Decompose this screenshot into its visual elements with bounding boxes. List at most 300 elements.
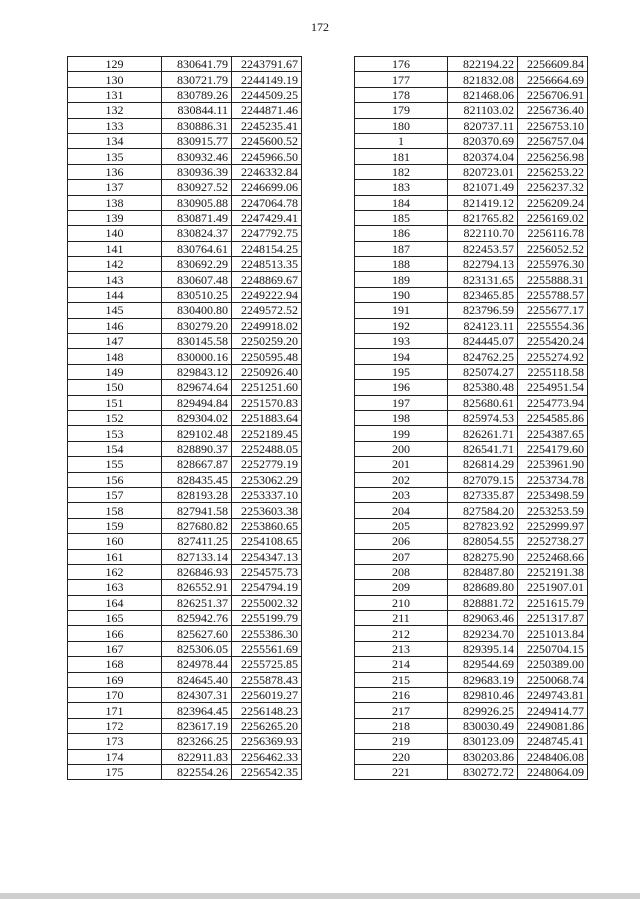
y-coordinate-cell: 2252189.45 [232,426,302,441]
table-row [355,672,588,687]
table-row [355,395,588,410]
table-row [355,534,588,549]
point-number-cell: 154 [68,441,162,456]
y-coordinate-cell: 2251907.01 [518,580,588,595]
y-coordinate-cell: 2256462.33 [232,749,302,764]
y-coordinate-cell: 2247429.41 [232,210,302,225]
table-row [68,749,302,764]
table-row [68,703,302,718]
x-coordinate-cell: 823964.45 [162,703,232,718]
table-row [355,472,588,487]
point-number-cell: 160 [68,534,162,549]
x-coordinate-cell: 827335.87 [448,487,518,502]
point-number-cell: 194 [355,349,448,364]
point-number-cell: 193 [355,334,448,349]
point-number-cell: 132 [68,103,162,118]
x-coordinate-cell: 827584.20 [448,503,518,518]
x-coordinate-cell: 830607.48 [162,272,232,287]
point-number-cell: 185 [355,210,448,225]
y-coordinate-cell: 2255561.69 [232,641,302,656]
point-number-cell: 218 [355,718,448,733]
y-coordinate-cell: 2244149.19 [232,72,302,87]
table-row [68,426,302,441]
y-coordinate-cell: 2252191.38 [518,564,588,579]
y-coordinate-cell: 2253498.59 [518,487,588,502]
point-number-cell: 171 [68,703,162,718]
point-number-cell: 199 [355,426,448,441]
x-coordinate-cell: 825306.05 [162,641,232,656]
table-row [355,72,588,87]
point-number-cell: 144 [68,287,162,302]
y-coordinate-cell: 2253062.29 [232,472,302,487]
x-coordinate-cell: 829304.02 [162,410,232,425]
y-coordinate-cell: 2255677.17 [518,303,588,318]
x-coordinate-cell: 829395.14 [448,641,518,656]
x-coordinate-cell: 821765.82 [448,210,518,225]
x-coordinate-cell: 824762.25 [448,349,518,364]
table-row [355,57,588,72]
point-number-cell: 217 [355,703,448,718]
x-coordinate-cell: 823796.59 [448,303,518,318]
table-row [355,764,588,779]
table-row [68,410,302,425]
table-row [68,564,302,579]
x-coordinate-cell: 826552.91 [162,580,232,595]
table-row [68,395,302,410]
y-coordinate-cell: 2256256.98 [518,149,588,164]
table-row [355,595,588,610]
table-row [355,549,588,564]
coordinates-table-right-body [355,57,588,780]
table-row [355,611,588,626]
x-coordinate-cell: 820370.69 [448,133,518,148]
table-row [68,380,302,395]
y-coordinate-cell: 2252488.05 [232,441,302,456]
bottom-edge [0,893,640,899]
point-number-cell: 149 [68,364,162,379]
point-number-cell: 135 [68,149,162,164]
point-number-cell: 202 [355,472,448,487]
table-row [68,611,302,626]
x-coordinate-cell: 828054.55 [448,534,518,549]
point-number-cell: 170 [68,688,162,703]
x-coordinate-cell: 820374.04 [448,149,518,164]
table-row [355,503,588,518]
x-coordinate-cell: 822110.70 [448,226,518,241]
point-number-cell: 159 [68,518,162,533]
table-row [68,672,302,687]
y-coordinate-cell: 2251570.83 [232,395,302,410]
point-number-cell: 140 [68,226,162,241]
y-coordinate-cell: 2256019.27 [232,688,302,703]
x-coordinate-cell: 827411.25 [162,534,232,549]
table-row [68,641,302,656]
table-row [68,226,302,241]
table-row [355,703,588,718]
x-coordinate-cell: 820737.11 [448,118,518,133]
x-coordinate-cell: 821419.12 [448,195,518,210]
point-number-cell: 172 [68,718,162,733]
point-number-cell: 158 [68,503,162,518]
x-coordinate-cell: 824307.31 [162,688,232,703]
x-coordinate-cell: 826846.93 [162,564,232,579]
x-coordinate-cell: 829544.69 [448,657,518,672]
x-coordinate-cell: 828890.37 [162,441,232,456]
table-row [355,103,588,118]
point-number-cell: 205 [355,518,448,533]
x-coordinate-cell: 822453.57 [448,241,518,256]
y-coordinate-cell: 2244871.46 [232,103,302,118]
x-coordinate-cell: 821832.08 [448,72,518,87]
point-number-cell: 195 [355,364,448,379]
table-row [355,580,588,595]
x-coordinate-cell: 830400.80 [162,303,232,318]
table-row [355,564,588,579]
point-number-cell: 210 [355,595,448,610]
point-number-cell: 206 [355,534,448,549]
point-number-cell: 129 [68,57,162,72]
table-row [355,287,588,302]
x-coordinate-cell: 829843.12 [162,364,232,379]
y-coordinate-cell: 2252468.66 [518,549,588,564]
table-row [68,287,302,302]
point-number-cell: 204 [355,503,448,518]
point-number-cell: 166 [68,626,162,641]
y-coordinate-cell: 2256736.40 [518,103,588,118]
table-row [68,364,302,379]
x-coordinate-cell: 830886.31 [162,118,232,133]
table-row [355,241,588,256]
y-coordinate-cell: 2246699.06 [232,180,302,195]
point-number-cell: 161 [68,549,162,564]
table-row [68,580,302,595]
table-row [68,688,302,703]
x-coordinate-cell: 830030.49 [448,718,518,733]
y-coordinate-cell: 2249743.81 [518,688,588,703]
table-row [355,257,588,272]
point-number-cell: 173 [68,734,162,749]
y-coordinate-cell: 2254347.13 [232,549,302,564]
y-coordinate-cell: 2255002.32 [232,595,302,610]
point-number-cell: 143 [68,272,162,287]
point-number-cell: 216 [355,688,448,703]
x-coordinate-cell: 830927.52 [162,180,232,195]
x-coordinate-cell: 827133.14 [162,549,232,564]
table-row [355,87,588,102]
table-row [355,734,588,749]
y-coordinate-cell: 2255386.30 [232,626,302,641]
page-number: 172 [311,20,329,34]
point-number-cell: 174 [68,749,162,764]
point-number-cell: 133 [68,118,162,133]
y-coordinate-cell: 2245966.50 [232,149,302,164]
x-coordinate-cell: 830641.79 [162,57,232,72]
x-coordinate-cell: 829810.46 [448,688,518,703]
x-coordinate-cell: 829683.19 [448,672,518,687]
table-row [355,426,588,441]
point-number-cell: 131 [68,87,162,102]
point-number-cell: 167 [68,641,162,656]
point-number-cell: 219 [355,734,448,749]
point-number-cell: 211 [355,611,448,626]
point-number-cell: 197 [355,395,448,410]
table-row [68,133,302,148]
x-coordinate-cell: 830871.49 [162,210,232,225]
y-coordinate-cell: 2254951.54 [518,380,588,395]
x-coordinate-cell: 820723.01 [448,164,518,179]
table-row [68,334,302,349]
point-number-cell: 184 [355,195,448,210]
point-number-cell: 134 [68,133,162,148]
table-row [68,72,302,87]
table-row [68,87,302,102]
point-number-cell: 200 [355,441,448,456]
x-coordinate-cell: 830203.86 [448,749,518,764]
x-coordinate-cell: 825942.76 [162,611,232,626]
table-row [68,195,302,210]
table-row [355,380,588,395]
point-number-cell: 152 [68,410,162,425]
y-coordinate-cell: 2252999.97 [518,518,588,533]
table-row [68,472,302,487]
table-row [355,318,588,333]
table-row [68,118,302,133]
x-coordinate-cell: 821468.06 [448,87,518,102]
y-coordinate-cell: 2255788.57 [518,287,588,302]
table-row [68,318,302,333]
y-coordinate-cell: 2256169.02 [518,210,588,225]
x-coordinate-cell: 827079.15 [448,472,518,487]
y-coordinate-cell: 2255118.58 [518,364,588,379]
table-row [68,257,302,272]
x-coordinate-cell: 828193.28 [162,487,232,502]
table-row [355,657,588,672]
x-coordinate-cell: 827680.82 [162,518,232,533]
x-coordinate-cell: 826814.29 [448,457,518,472]
y-coordinate-cell: 2248513.35 [232,257,302,272]
x-coordinate-cell: 824645.40 [162,672,232,687]
table-row [68,241,302,256]
y-coordinate-cell: 2256116.78 [518,226,588,241]
x-coordinate-cell: 830789.26 [162,87,232,102]
x-coordinate-cell: 829674.64 [162,380,232,395]
table-row [355,195,588,210]
point-number-cell: 213 [355,641,448,656]
table-row [68,487,302,502]
table-row [68,103,302,118]
y-coordinate-cell: 2252738.27 [518,534,588,549]
point-number-cell: 148 [68,349,162,364]
x-coordinate-cell: 827941.58 [162,503,232,518]
y-coordinate-cell: 2248869.67 [232,272,302,287]
point-number-cell: 201 [355,457,448,472]
y-coordinate-cell: 2255878.43 [232,672,302,687]
y-coordinate-cell: 2252779.19 [232,457,302,472]
y-coordinate-cell: 2256609.84 [518,57,588,72]
y-coordinate-cell: 2249222.94 [232,287,302,302]
table-row [68,272,302,287]
x-coordinate-cell: 826251.37 [162,595,232,610]
y-coordinate-cell: 2248406.08 [518,749,588,764]
table-row [68,349,302,364]
y-coordinate-cell: 2249918.02 [232,318,302,333]
point-number-cell: 198 [355,410,448,425]
x-coordinate-cell: 828487.80 [448,564,518,579]
table-row [355,210,588,225]
table-row [68,57,302,72]
point-number-cell: 212 [355,626,448,641]
y-coordinate-cell: 2256237.32 [518,180,588,195]
x-coordinate-cell: 830936.39 [162,164,232,179]
table-row [68,149,302,164]
point-number-cell: 138 [68,195,162,210]
x-coordinate-cell: 830764.61 [162,241,232,256]
point-number-cell: 192 [355,318,448,333]
y-coordinate-cell: 2255554.36 [518,318,588,333]
y-coordinate-cell: 2253860.65 [232,518,302,533]
point-number-cell: 178 [355,87,448,102]
coordinates-table-right [354,56,588,780]
table-row [68,534,302,549]
y-coordinate-cell: 2256706.91 [518,87,588,102]
y-coordinate-cell: 2253253.59 [518,503,588,518]
coordinates-table-left [67,56,302,780]
y-coordinate-cell: 2247792.75 [232,226,302,241]
y-coordinate-cell: 2253961.90 [518,457,588,472]
point-number-cell: 145 [68,303,162,318]
table-row [68,303,302,318]
y-coordinate-cell: 2251013.84 [518,626,588,641]
x-coordinate-cell: 824445.07 [448,334,518,349]
y-coordinate-cell: 2256369.93 [232,734,302,749]
table-row [355,118,588,133]
y-coordinate-cell: 2248154.25 [232,241,302,256]
table-row [355,749,588,764]
x-coordinate-cell: 828689.80 [448,580,518,595]
y-coordinate-cell: 2255420.24 [518,334,588,349]
point-number-cell: 220 [355,749,448,764]
x-coordinate-cell: 830844.11 [162,103,232,118]
y-coordinate-cell: 2253734.78 [518,472,588,487]
table-row [68,518,302,533]
point-number-cell: 150 [68,380,162,395]
x-coordinate-cell: 829494.84 [162,395,232,410]
x-coordinate-cell: 829926.25 [448,703,518,718]
table-row [68,734,302,749]
x-coordinate-cell: 821071.49 [448,180,518,195]
table-row [68,441,302,456]
point-number-cell: 221 [355,764,448,779]
table-row [68,718,302,733]
point-number-cell: 164 [68,595,162,610]
point-number-cell: 153 [68,426,162,441]
x-coordinate-cell: 827823.92 [448,518,518,533]
point-number-cell: 180 [355,118,448,133]
x-coordinate-cell: 825974.53 [448,410,518,425]
y-coordinate-cell: 2248064.09 [518,764,588,779]
point-number-cell: 162 [68,564,162,579]
table-row [68,549,302,564]
y-coordinate-cell: 2243791.67 [232,57,302,72]
x-coordinate-cell: 825074.27 [448,364,518,379]
x-coordinate-cell: 830905.88 [162,195,232,210]
y-coordinate-cell: 2255976.30 [518,257,588,272]
point-number-cell: 187 [355,241,448,256]
point-number-cell: 163 [68,580,162,595]
y-coordinate-cell: 2250926.40 [232,364,302,379]
x-coordinate-cell: 828881.72 [448,595,518,610]
table-row [355,303,588,318]
table-row [355,334,588,349]
table-row [355,641,588,656]
point-number-cell: 165 [68,611,162,626]
table-row [68,164,302,179]
x-coordinate-cell: 826261.71 [448,426,518,441]
point-number-cell: 157 [68,487,162,502]
point-number-cell: 189 [355,272,448,287]
x-coordinate-cell: 829063.46 [448,611,518,626]
point-number-cell: 136 [68,164,162,179]
x-coordinate-cell: 824123.11 [448,318,518,333]
point-number-cell: 139 [68,210,162,225]
table-row [355,180,588,195]
y-coordinate-cell: 2256542.35 [232,764,302,779]
y-coordinate-cell: 2255274.92 [518,349,588,364]
y-coordinate-cell: 2254585.86 [518,410,588,425]
point-number-cell: 207 [355,549,448,564]
y-coordinate-cell: 2255199.79 [232,611,302,626]
x-coordinate-cell: 822794.13 [448,257,518,272]
x-coordinate-cell: 828435.45 [162,472,232,487]
x-coordinate-cell: 824978.44 [162,657,232,672]
y-coordinate-cell: 2247064.78 [232,195,302,210]
point-number-cell: 147 [68,334,162,349]
x-coordinate-cell: 822194.22 [448,57,518,72]
y-coordinate-cell: 2256148.23 [232,703,302,718]
point-number-cell: 156 [68,472,162,487]
x-coordinate-cell: 823617.19 [162,718,232,733]
table-row [355,272,588,287]
point-number-cell: 142 [68,257,162,272]
point-number-cell: 214 [355,657,448,672]
point-number-cell: 179 [355,103,448,118]
y-coordinate-cell: 2250595.48 [232,349,302,364]
table-row [68,595,302,610]
table-row [355,226,588,241]
y-coordinate-cell: 2250259.20 [232,334,302,349]
table-row [355,457,588,472]
y-coordinate-cell: 2256753.10 [518,118,588,133]
point-number-cell: 209 [355,580,448,595]
y-coordinate-cell: 2256209.24 [518,195,588,210]
y-coordinate-cell: 2256265.20 [232,718,302,733]
y-coordinate-cell: 2253603.38 [232,503,302,518]
y-coordinate-cell: 2249081.86 [518,718,588,733]
table-row [355,410,588,425]
table-row [355,441,588,456]
point-number-cell: 183 [355,180,448,195]
y-coordinate-cell: 2249572.52 [232,303,302,318]
point-number-cell: 130 [68,72,162,87]
y-coordinate-cell: 2253337.10 [232,487,302,502]
table-row [68,626,302,641]
table-row [355,133,588,148]
point-number-cell: 1 [355,133,448,148]
table-row [68,210,302,225]
point-number-cell: 191 [355,303,448,318]
y-coordinate-cell: 2254773.94 [518,395,588,410]
y-coordinate-cell: 2254387.65 [518,426,588,441]
